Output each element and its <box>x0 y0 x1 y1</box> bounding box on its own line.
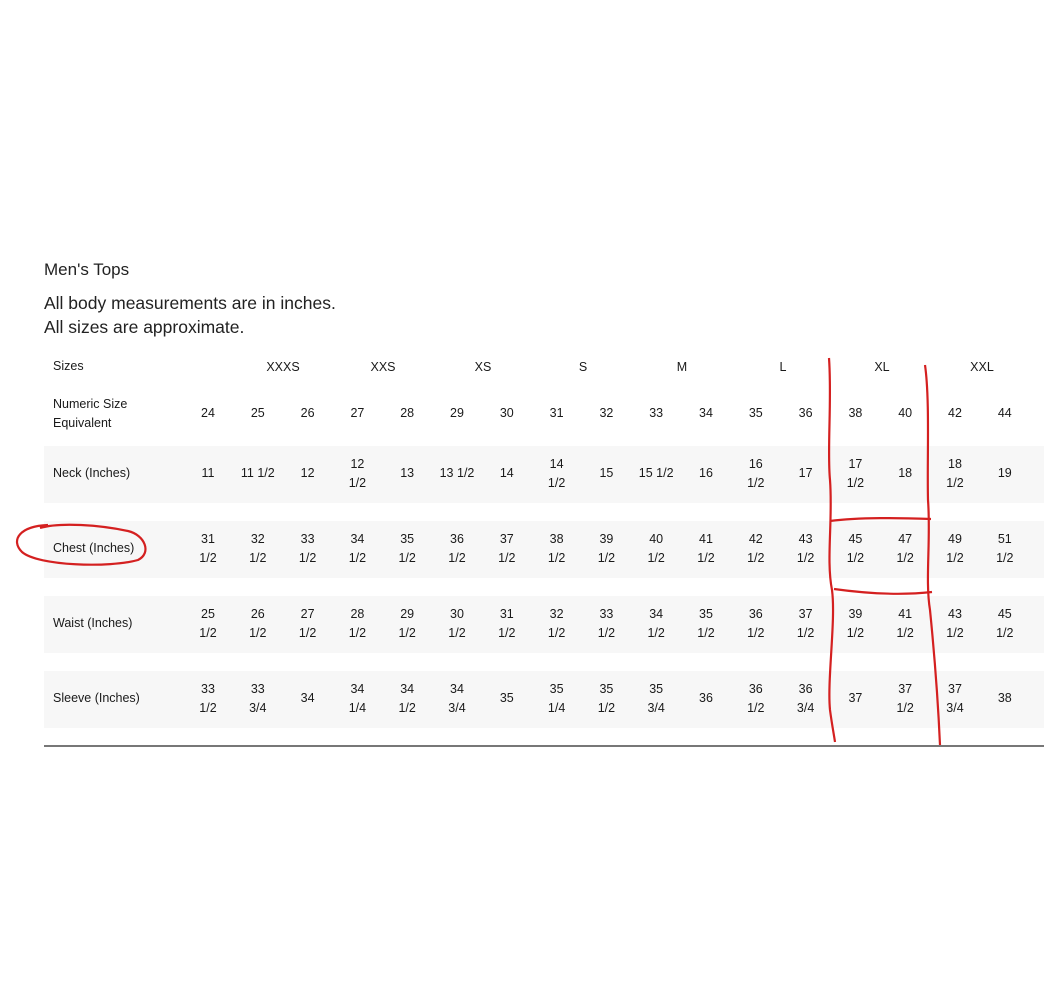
cell-fraction: 1/2 <box>348 625 367 640</box>
cell-fraction: 1/2 <box>747 550 765 565</box>
table-cell <box>582 595 630 652</box>
cell-fraction: 1/2 <box>547 475 566 490</box>
cell-fraction: 1/4 <box>547 700 566 715</box>
table-cell <box>582 670 630 727</box>
cell-value: 36 <box>748 681 763 696</box>
cell-value: 32 <box>549 606 564 621</box>
table-cell <box>632 670 680 727</box>
table-cell <box>931 445 979 502</box>
table-cell <box>433 445 481 502</box>
cell-value: 28 <box>400 406 415 420</box>
table-cell <box>483 385 531 442</box>
cell-value: 37 <box>848 691 863 705</box>
cell-fraction: 1/2 <box>448 625 466 640</box>
table-cell <box>184 670 232 727</box>
size-group-label: XXXS <box>266 359 300 374</box>
cell-fraction: 1/2 <box>448 550 466 565</box>
table-cell <box>582 385 630 442</box>
cell-fraction: 1/2 <box>597 550 616 565</box>
table-cell <box>931 385 979 442</box>
cell-value: 35 <box>400 531 415 546</box>
cell-fraction: 1/2 <box>946 550 964 565</box>
table-cell <box>433 670 481 727</box>
cell-value: 16 <box>699 466 713 480</box>
table-cell <box>931 670 979 727</box>
cell-value: 37 <box>798 606 813 621</box>
cell-value: 34 <box>450 681 464 696</box>
cell-fraction: 1/2 <box>348 550 367 565</box>
size-group-label: XL <box>874 359 890 374</box>
cell-value: 43 <box>948 606 962 621</box>
cell-value: 45 <box>848 531 863 546</box>
cell-value: 34 <box>400 681 415 696</box>
sizes-header-row <box>44 348 1044 385</box>
table-cell <box>831 670 879 727</box>
table-cell <box>533 445 581 502</box>
table-cell <box>284 520 332 577</box>
cell-fraction: 1/2 <box>398 700 416 715</box>
table-cell <box>782 385 830 442</box>
table-cell <box>931 595 979 652</box>
cell-value: 19 <box>997 466 1012 480</box>
cell-fraction: 1/2 <box>298 550 317 565</box>
cell-value: 13 1/2 <box>439 466 475 480</box>
cell-fraction: 1/2 <box>199 550 217 565</box>
table-cell <box>782 445 830 502</box>
cell-value: 11 <box>201 466 215 480</box>
cell-value: 34 <box>350 531 365 546</box>
table-cell <box>333 595 381 652</box>
table-cell <box>333 670 381 727</box>
cell-fraction: 1/2 <box>348 475 367 490</box>
cell-value: 40 <box>649 531 664 546</box>
cell-fraction: 1/2 <box>249 550 267 565</box>
cell-fraction: 3/4 <box>647 700 665 715</box>
table-cell <box>582 520 630 577</box>
table-cell <box>234 670 282 727</box>
table-cell <box>981 385 1029 442</box>
table-cell <box>981 595 1029 652</box>
cell-fraction: 1/2 <box>298 625 317 640</box>
cell-value: 17 <box>798 466 813 480</box>
cell-value: 33 <box>649 406 664 420</box>
cell-value: 37 <box>499 531 514 546</box>
cell-value: 35 <box>499 691 514 705</box>
cell-fraction: 1/2 <box>996 550 1014 565</box>
table-cell <box>533 595 581 652</box>
cell-value: 41 <box>699 531 713 546</box>
cell-fraction: 1/4 <box>348 700 367 715</box>
table-cell <box>184 445 232 502</box>
table-bottom-rule <box>44 745 1044 747</box>
cell-value: 35 <box>599 681 614 696</box>
size-group-label: XS <box>474 359 492 374</box>
table-cell <box>682 445 730 502</box>
cell-value: 27 <box>350 406 365 420</box>
table-cell <box>284 385 332 442</box>
cell-fraction: 1/2 <box>846 475 865 490</box>
cell-value: 13 <box>400 466 415 480</box>
cell-value: 30 <box>450 606 464 621</box>
table-cell <box>184 385 232 442</box>
table-cell <box>782 595 830 652</box>
table-cell <box>632 520 680 577</box>
cell-value: 33 <box>201 681 215 696</box>
cell-value: 12 <box>300 466 315 480</box>
cell-value: 44 <box>997 406 1012 420</box>
table-cell <box>831 445 879 502</box>
cell-value: 34 <box>350 681 365 696</box>
table-cell <box>483 670 531 727</box>
table-cell <box>234 595 282 652</box>
cell-value: 36 <box>450 531 464 546</box>
cell-value: 24 <box>201 406 215 420</box>
cell-value: 33 <box>599 606 614 621</box>
table-cell <box>981 445 1029 502</box>
cell-fraction: 1/2 <box>697 550 715 565</box>
table-cell <box>284 670 332 727</box>
cell-value: 12 <box>350 456 365 471</box>
cell-value: 37 <box>948 681 962 696</box>
table-cell <box>433 520 481 577</box>
table-cell <box>931 520 979 577</box>
cell-fraction: 1/2 <box>846 550 865 565</box>
table-cell <box>682 595 730 652</box>
cell-fraction: 1/2 <box>946 475 964 490</box>
cell-value: 31 <box>201 531 215 546</box>
cell-fraction: 1/2 <box>597 700 616 715</box>
cell-fraction: 3/4 <box>448 700 466 715</box>
size-group-label: S <box>578 359 588 374</box>
table-cell <box>881 445 929 502</box>
size-group-label: M <box>676 359 688 374</box>
cell-value: 15 1/2 <box>638 466 674 480</box>
cell-fraction: 3/4 <box>249 700 267 715</box>
table-cell <box>632 595 680 652</box>
cell-value: 39 <box>848 606 863 621</box>
cell-fraction: 1/2 <box>996 625 1014 640</box>
table-cell <box>383 520 431 577</box>
cell-value: 35 <box>748 406 763 420</box>
cell-value: 28 <box>350 606 365 621</box>
table-cell <box>533 385 581 442</box>
cell-value: 18 <box>898 466 913 480</box>
cell-fraction: 1/2 <box>597 625 616 640</box>
table-cell <box>333 385 381 442</box>
approximate-note: All sizes are approximate. <box>44 317 245 337</box>
cell-value: 32 <box>250 531 265 546</box>
table-cell <box>582 445 630 502</box>
table-cell <box>433 385 481 442</box>
table-cell <box>483 520 531 577</box>
table-cell <box>383 670 431 727</box>
table-row <box>44 445 1044 502</box>
table-cell <box>682 385 730 442</box>
table-cell <box>184 595 232 652</box>
table-cell <box>732 520 780 577</box>
cell-fraction: 1/2 <box>498 550 516 565</box>
row-label: Sleeve (Inches) <box>53 691 140 705</box>
table-cell <box>333 520 381 577</box>
table-cell <box>333 445 381 502</box>
cell-value: 43 <box>798 531 813 546</box>
cell-fraction: 1/2 <box>249 625 267 640</box>
table-row <box>44 520 1044 577</box>
table-cell <box>632 385 680 442</box>
table-cell <box>782 670 830 727</box>
cell-fraction: 1/2 <box>498 625 516 640</box>
cell-value: 36 <box>798 681 813 696</box>
cell-value: 33 <box>300 531 315 546</box>
table-row <box>44 385 1044 442</box>
cell-value: 38 <box>848 406 863 420</box>
cell-value: 26 <box>250 606 265 621</box>
cell-value: 25 <box>250 406 265 420</box>
table-cell <box>732 595 780 652</box>
table-cell <box>782 520 830 577</box>
cell-value: 30 <box>499 406 514 420</box>
cell-value: 36 <box>699 691 713 705</box>
table-cell <box>682 520 730 577</box>
measurement-note: All body measurements are in inches. <box>44 293 336 313</box>
table-cell <box>732 445 780 502</box>
cell-fraction: 1/2 <box>647 550 665 565</box>
cell-fraction: 1/2 <box>398 550 416 565</box>
size-group-label: L <box>779 359 787 374</box>
cell-fraction: 1/2 <box>647 625 665 640</box>
cell-fraction: 1/2 <box>747 625 765 640</box>
cell-value: 32 <box>599 406 614 420</box>
row-label: Waist (Inches) <box>53 616 133 630</box>
table-cell <box>234 445 282 502</box>
cell-fraction: 1/2 <box>896 550 914 565</box>
cell-fraction: 3/4 <box>946 700 964 715</box>
cell-value: 15 <box>599 466 614 480</box>
cell-fraction: 1/2 <box>547 550 566 565</box>
table-cell <box>284 445 332 502</box>
table-row <box>44 595 1044 652</box>
cell-value: 17 <box>848 456 863 471</box>
cell-fraction: 1/2 <box>946 625 964 640</box>
cell-fraction: 1/2 <box>896 700 914 715</box>
table-cell <box>383 595 431 652</box>
row-label: Numeric Size Equivalent <box>53 396 128 430</box>
table-cell <box>881 520 929 577</box>
cell-value: 45 <box>997 606 1012 621</box>
table-cell <box>981 670 1029 727</box>
cell-value: 51 <box>997 531 1012 546</box>
cell-value: 38 <box>997 691 1012 705</box>
table-cell <box>184 520 232 577</box>
cell-value: 34 <box>699 406 713 420</box>
cell-value: 37 <box>898 681 913 696</box>
cell-fraction: 1/2 <box>846 625 865 640</box>
cell-value: 47 <box>898 531 913 546</box>
sizes-header-label: Sizes <box>53 359 84 373</box>
table-cell <box>483 595 531 652</box>
table-cell <box>383 385 431 442</box>
table-cell <box>881 385 929 442</box>
cell-value: 35 <box>649 681 664 696</box>
table-cell <box>284 595 332 652</box>
table-cell <box>831 595 879 652</box>
table-cell <box>881 670 929 727</box>
cell-value: 29 <box>400 606 415 621</box>
table-cell <box>234 385 282 442</box>
cell-value: 40 <box>898 406 913 420</box>
table-cell <box>831 520 879 577</box>
cell-value: 14 <box>549 456 564 471</box>
cell-value: 39 <box>599 531 614 546</box>
cell-fraction: 1/2 <box>547 625 566 640</box>
cell-fraction: 1/2 <box>896 625 914 640</box>
cell-value: 29 <box>450 406 464 420</box>
cell-fraction: 1/2 <box>199 625 217 640</box>
cell-value: 38 <box>549 531 564 546</box>
cell-fraction: 1/2 <box>796 625 815 640</box>
table-cell <box>981 520 1029 577</box>
cell-value: 16 <box>748 456 763 471</box>
cell-value: 27 <box>300 606 315 621</box>
table-cell <box>483 445 531 502</box>
cell-value: 33 <box>250 681 265 696</box>
table-cell <box>732 385 780 442</box>
cell-fraction: 1/2 <box>199 700 217 715</box>
cell-value: 36 <box>798 406 813 420</box>
table-cell <box>881 595 929 652</box>
cell-value: 41 <box>898 606 913 621</box>
cell-fraction: 1/2 <box>747 700 765 715</box>
cell-value: 36 <box>748 606 763 621</box>
row-label: Neck (Inches) <box>53 466 131 480</box>
cell-fraction: 1/2 <box>697 625 715 640</box>
cell-fraction: 1/2 <box>796 550 815 565</box>
table-row <box>44 670 1044 727</box>
table-cell <box>732 670 780 727</box>
table-cell <box>533 520 581 577</box>
size-group-label: XXL <box>970 359 994 374</box>
cell-value: 42 <box>748 531 763 546</box>
cell-value: 25 <box>201 606 215 621</box>
table-cell <box>533 670 581 727</box>
cell-value: 11 1/2 <box>240 466 275 480</box>
cell-fraction: 1/2 <box>398 625 416 640</box>
table-cell <box>383 445 431 502</box>
cell-value: 18 <box>948 456 962 471</box>
cell-fraction: 1/2 <box>747 475 765 490</box>
table-cell <box>234 520 282 577</box>
cell-value: 42 <box>948 406 962 420</box>
table-cell <box>433 595 481 652</box>
size-chart-table <box>44 348 1014 748</box>
size-group-label: XXS <box>370 359 396 374</box>
cell-value: 26 <box>300 406 315 420</box>
table-cell <box>831 385 879 442</box>
cell-value: 34 <box>649 606 664 621</box>
cell-value: 31 <box>499 606 514 621</box>
cell-value: 14 <box>499 466 514 480</box>
page-title: Men's Tops <box>44 260 130 279</box>
table-cell <box>632 445 680 502</box>
row-label: Chest (Inches) <box>53 541 135 555</box>
cell-value: 35 <box>699 606 713 621</box>
table-cell <box>682 670 730 727</box>
cell-fraction: 3/4 <box>796 700 815 715</box>
cell-value: 49 <box>948 531 962 546</box>
cell-value: 35 <box>549 681 564 696</box>
cell-value: 34 <box>300 691 315 705</box>
cell-value: 31 <box>549 406 564 420</box>
